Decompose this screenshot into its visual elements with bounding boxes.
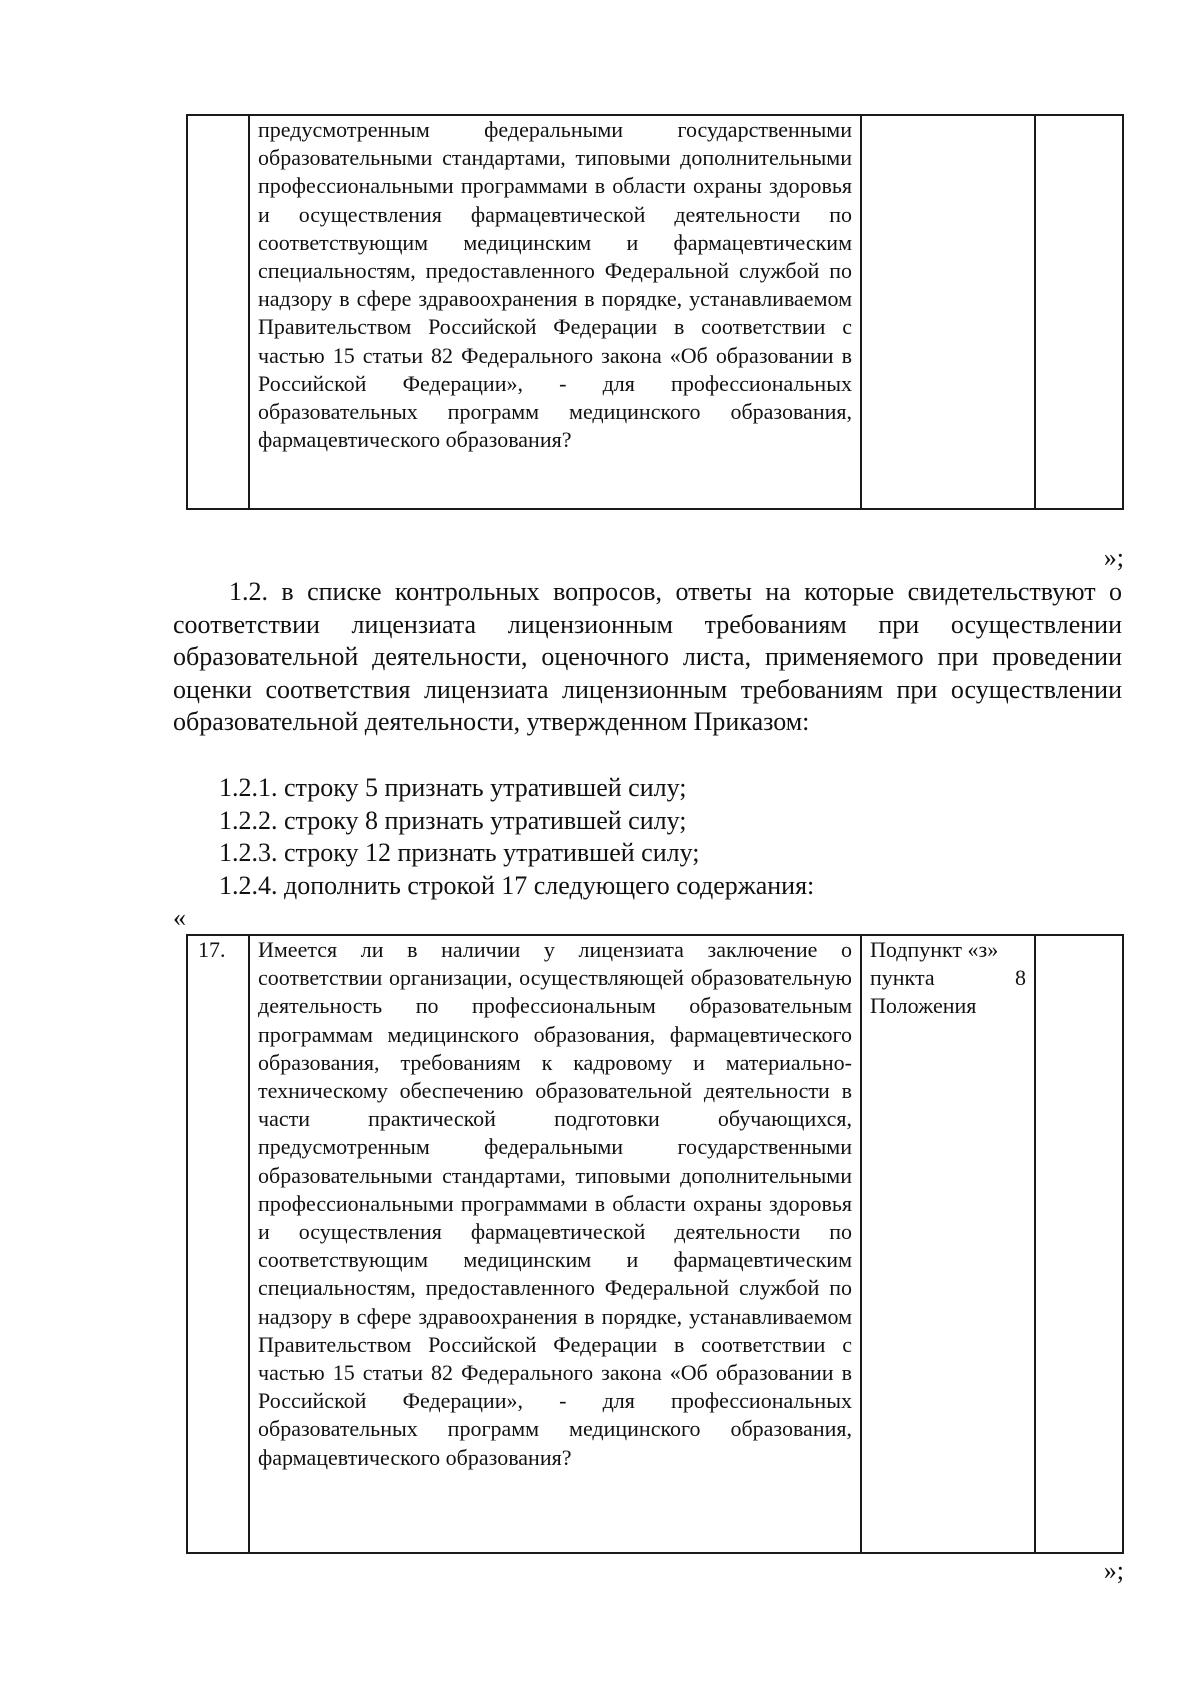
table-row xyxy=(187,115,1123,509)
question-text: Имеется ли в наличии у лицензиата заключение о соответствии организации, осуществляющей образовательную деятельность по профессиональным образовательным программам медицинского образования, фармацевтического образования, требованиям к кадровому и материально-техническому обеспечению образовательной деятельности в части практической подготовки обучающихся, предусмотренным федеральными государственными образовательными стандартами, типовыми дополнительными профессиональными программами в области охраны здоровья и осуществления фармацевтической деятельности по соответствующим медицинским и фармацевтическим специальностям, предоставленного Федеральной службой по надзору в сфере здравоохранения в порядке, устанавливаемом Правительством Российской Федерации в соответствии с частью 15 статьи 82 Федерального закона «Об образовании в Российской Федерации», - для профессиональных образовательных программ медицинского образования, фармацевтического образования? xyxy=(258,937,852,1470)
reference-line-1: Подпункт «з» xyxy=(870,937,999,962)
row-number: 17. xyxy=(198,937,226,962)
row-number-cell xyxy=(187,935,249,1553)
reference-cell xyxy=(861,935,1035,1553)
reference-line-2-right: 8 xyxy=(1015,965,1026,991)
answer-cell xyxy=(1035,935,1123,1553)
new-row-17-table xyxy=(186,934,1124,1554)
opening-quote: « xyxy=(173,903,186,932)
row-number-cell xyxy=(187,115,249,509)
answer-cell xyxy=(1035,115,1123,509)
reference-line-3: Положения xyxy=(870,993,977,1019)
list-item: 1.2.4. дополнить строкой 17 следующего содержания: xyxy=(219,870,815,900)
section-1-2-items xyxy=(219,772,814,902)
question-cell xyxy=(249,115,861,509)
reference-line-2-left: пункта xyxy=(870,965,935,991)
reference-cell xyxy=(861,115,1035,509)
list-item: 1.2.1. строку 5 признать утратившей силу; xyxy=(219,773,687,802)
list-item: 1.2.3. строку 12 признать утратившей силу; xyxy=(219,838,700,868)
reference-line-2 xyxy=(870,964,1026,992)
question-cell xyxy=(249,935,861,1553)
continued-requirements-table xyxy=(186,114,1124,510)
continued-question-text: предусмотренным федеральными государственными образовательными стандартами, типовыми дополнительными профессиональными программами в области охраны здоровья и осуществления фармацевтической деятельности по соответствующим медицинским и фармацевтическим специальностям, предоставленного Федеральной службой по надзору в сфере здравоохранения в порядке, устанавливаемом Правительством Российской Федерации в соответствии с частью 15 статьи 82 Федерального закона «Об образовании в Российской Федерации», - для профессиональных образовательных программ медицинского образования, фармацевтического образования? xyxy=(258,117,852,453)
section-1-2-intro: 1.2. в списке контрольных вопросов, ответы на которые свидетельствуют о соответствии лицензиата лицензионным требованиям при осуществлении образовательной деятельности, оценочного листа, применяемого при проведении оценки соответствия лицензиата лицензионным требованиям при осуществлении образовательной деятельности, утвержденном Приказом: xyxy=(173,577,1122,737)
table-row xyxy=(187,935,1123,1553)
list-item: 1.2.2. строку 8 признать утратившей силу; xyxy=(219,805,687,835)
closing-quote: »; xyxy=(1103,543,1124,572)
closing-quote: »; xyxy=(1103,1556,1124,1585)
